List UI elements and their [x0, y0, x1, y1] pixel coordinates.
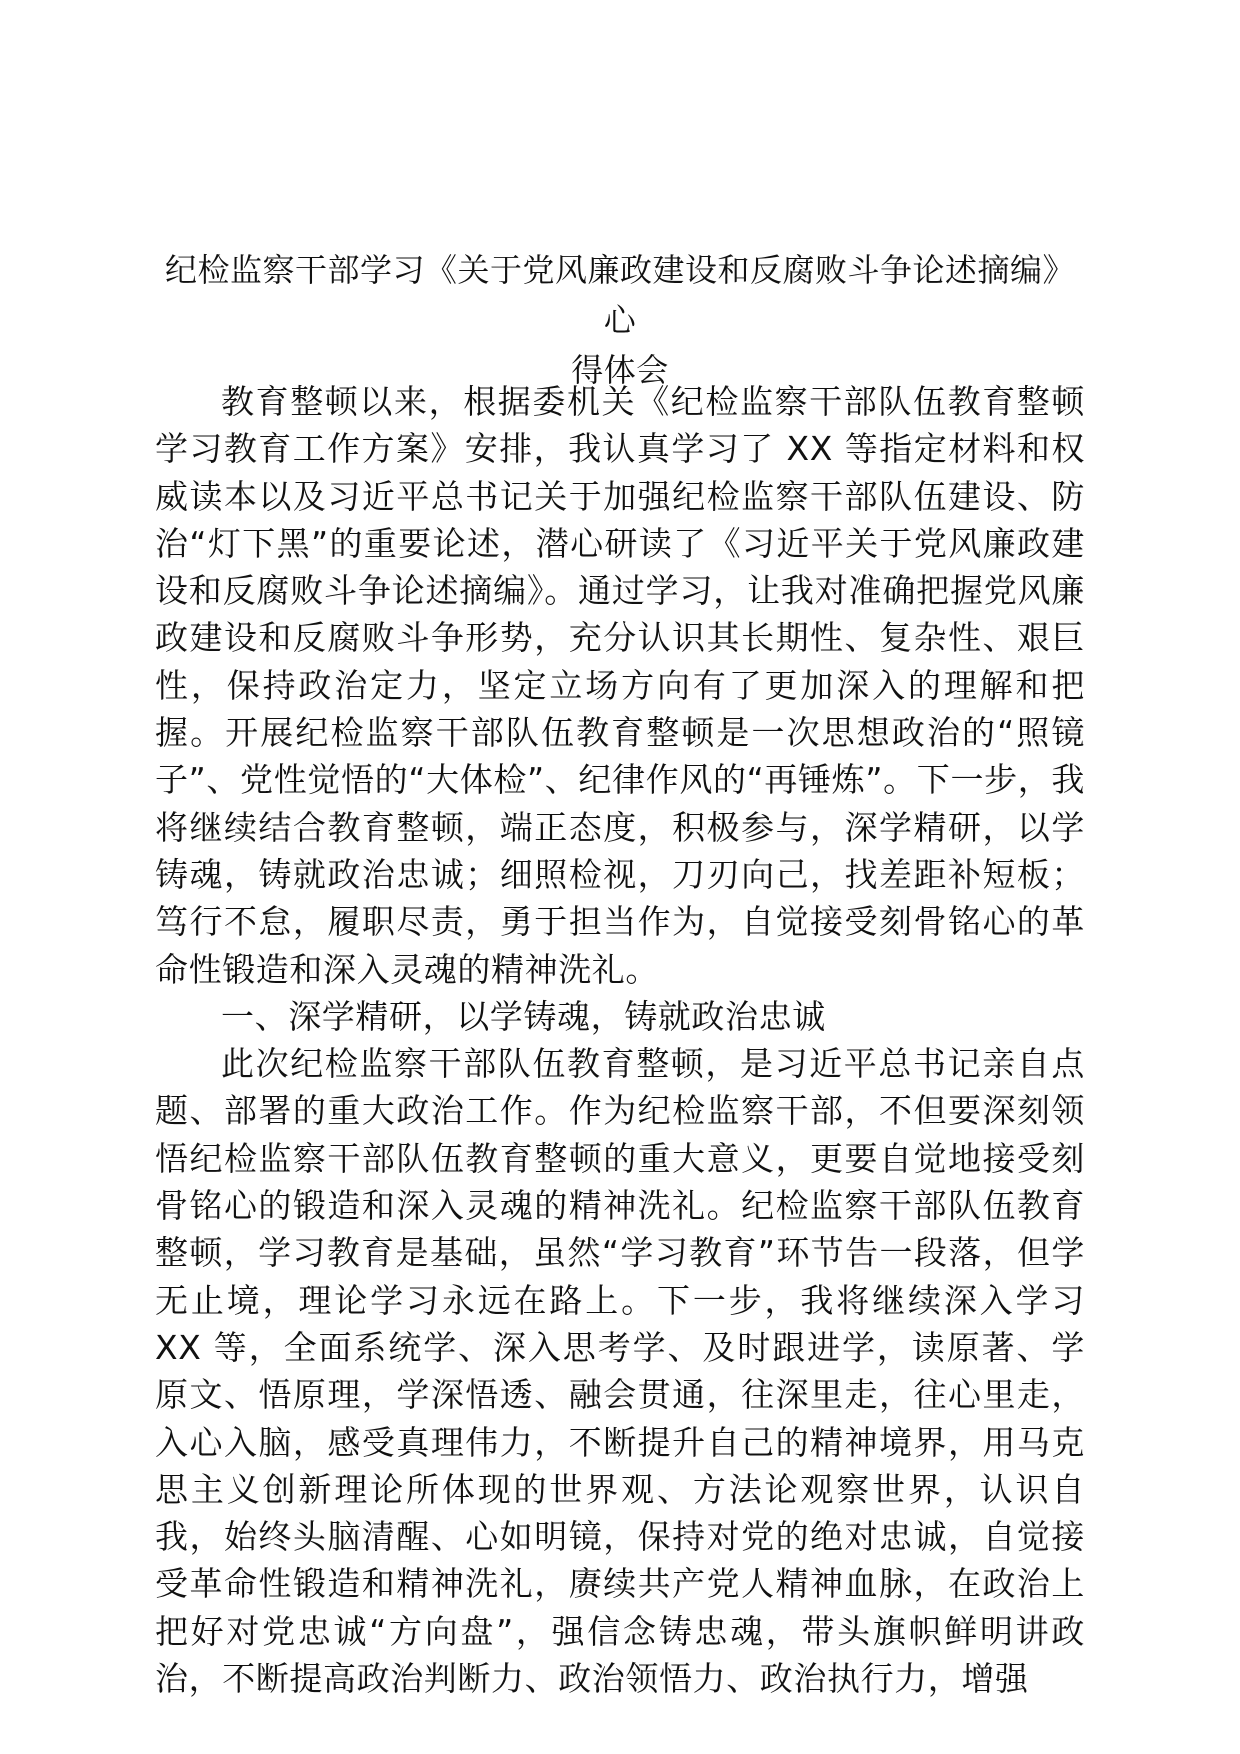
document-body	[155, 378, 1085, 1702]
document-title	[150, 245, 1090, 395]
paragraph-section-1: 此次纪检监察干部队伍教育整顿，是习近平总书记亲自点题、部署的重大政治工作。作为纪检监察干部，不但要深刻领悟纪检监察干部队伍教育整顿的重大意义，更要自觉地接受刻骨铭心的锻造和深入灵魂的精神洗礼。纪检监察干部队伍教育整顿，学习教育是基础，虽然“学习教育”环节告一段落，但学无止境，理论学习永远在路上。下一步，我将继续深入学习 XX 等，全面系统学、深入思考学、及时跟进学，读原著、学原文、悟原理，学深悟透、融会贯通，往深里走，往心里走，入心入脑，感受真理伟力，不断提升自己的精神境界，用马克思主义创新理论所体现的世界观、方法论观察世界，认识自我，始终头脑清醒、心如明镜，保持对党的绝对忠诚，自觉接受革命性锻造和精神洗礼，赓续共产党人精神血脉，在政治上把好对党忠诚“方向盘”，强信念铸忠魂，带头旗帜鲜明讲政治，不断提高政治判断力、政治领悟力、政治执行力，增强	[155, 1044, 1085, 1699]
paragraph-intro: 教育整顿以来，根据委机关《纪检监察干部队伍教育整顿学习教育工作方案》安排，我认真学习了 XX 等指定材料和权威读本以及习近平总书记关于加强纪检监察干部队伍建设、防治“灯下黑”的重要论述，潜心研读了《习近平关于党风廉政建设和反腐败斗争论述摘编》。通过学习，让我对准确把握党风廉政建设和反腐败斗争形势，充分认识其长期性、复杂性、艰巨性，保持政治定力，坚定立场方向有了更加深入的理解和把握。开展纪检监察干部队伍教育整顿是一次思想政治的“照镜子”、党性觉悟的“大体检”、纪律作风的“再锤炼”。下一步，我将继续结合教育整顿，端正态度，积极参与，深学精研，以学铸魂，铸就政治忠诚；细照检视，刀刃向己，找差距补短板；笃行不怠，履职尽责，勇于担当作为，自觉接受刻骨铭心的革命性锻造和深入灵魂的精神洗礼。	[155, 382, 1085, 989]
section-heading-1: 一、深学精研，以学铸魂，铸就政治忠诚	[221, 996, 826, 1036]
title-line-2: 得体会	[571, 351, 669, 389]
title-line-1: 纪检监察干部学习《关于党风廉政建设和反腐败斗争论述摘编》心	[164, 251, 1075, 339]
